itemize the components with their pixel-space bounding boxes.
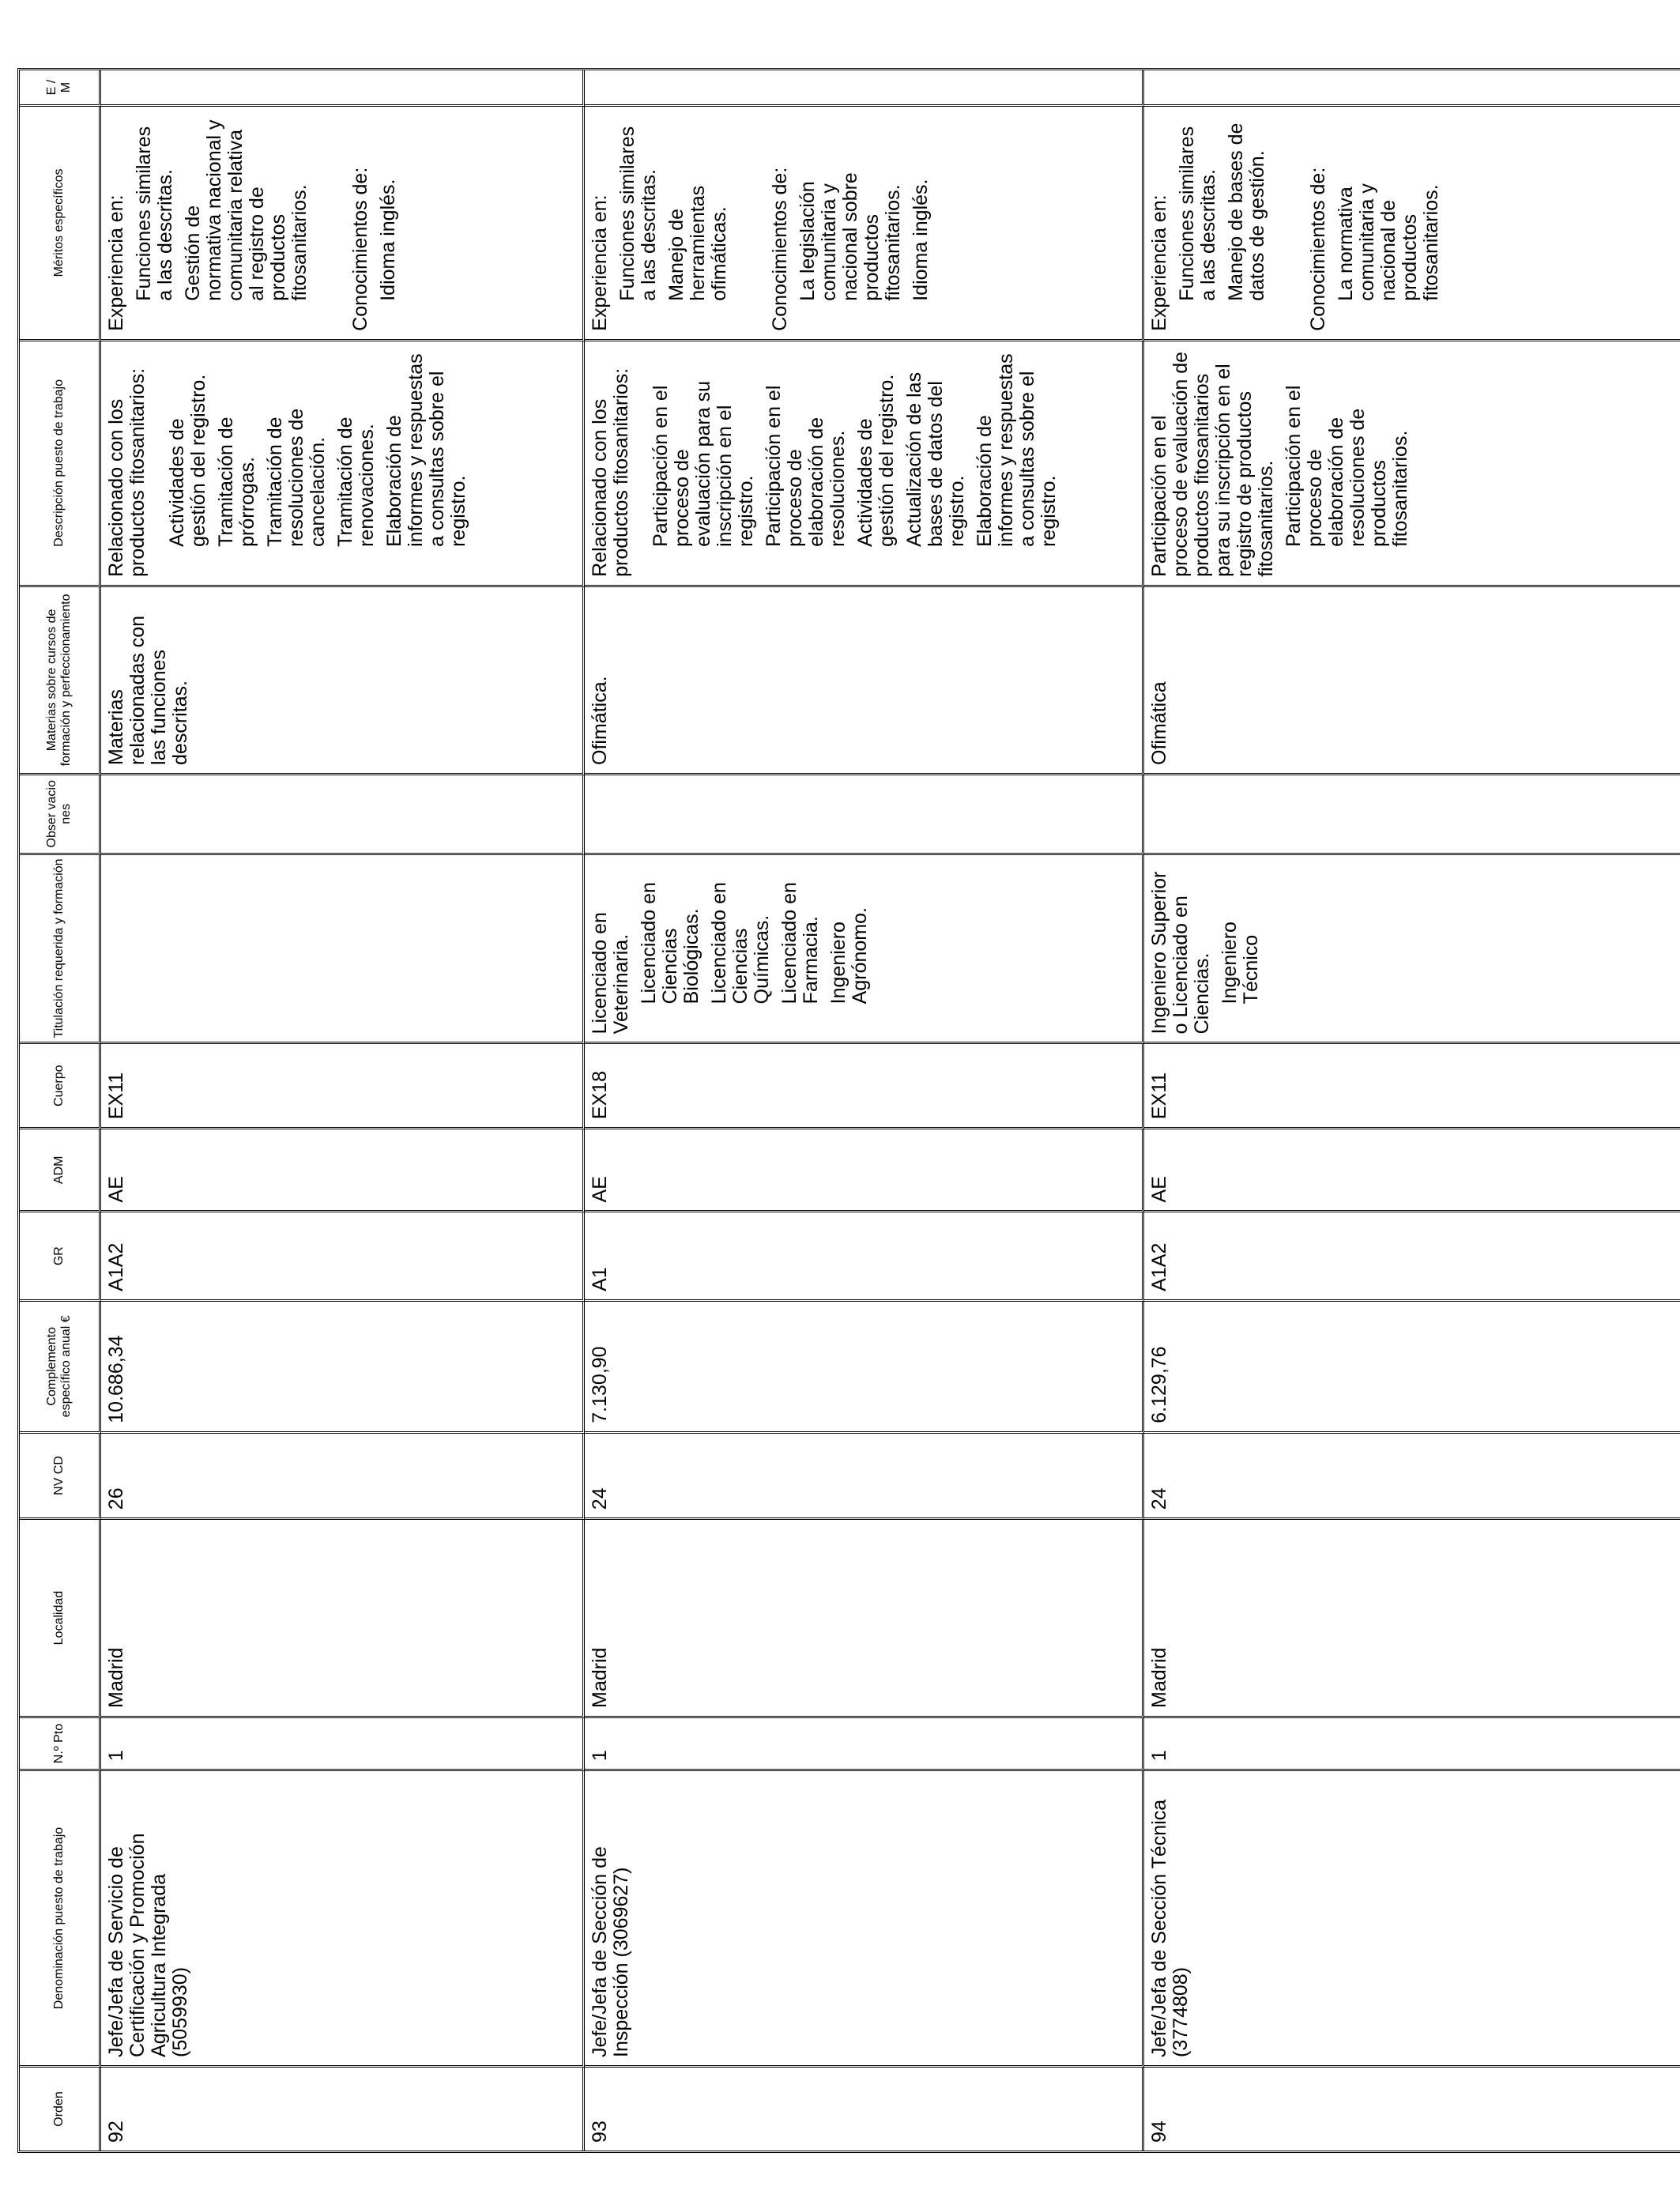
titulacion-item: Licenciado en Farmacia. xyxy=(778,882,822,1005)
descripcion-item: Actualización de las bases de datos del registro. xyxy=(903,371,968,547)
meritos-conocimientos-item: La normativa comunitaria y nacional de productos fitosanitarios. xyxy=(1335,183,1442,301)
meritos-experiencia-item: Funciones similares a las descritas. xyxy=(133,126,176,301)
cell-complemento: 7.130,90 xyxy=(585,1302,1144,1434)
cell-gr: A1A2 xyxy=(1144,1212,1680,1301)
meritos-experiencia-item: Funciones similares a las descritas. xyxy=(616,126,660,301)
header-orden: Orden xyxy=(20,2068,101,2151)
cell-observaciones xyxy=(1144,775,1680,855)
cell-nv-cd: 26 xyxy=(101,1434,585,1520)
table-row xyxy=(585,70,1144,2151)
cell-materias: Ofimática. xyxy=(585,587,1144,775)
cell-titulacion xyxy=(101,855,585,1045)
header-observaciones: Obser vacio nes xyxy=(20,775,101,855)
descripcion-item: Actividades de gestión del registro. xyxy=(854,374,898,547)
cell-descripcion xyxy=(585,341,1144,587)
cell-materias: Ofimática xyxy=(1144,587,1680,775)
cell-denominacion: Jefe/Jefa de Sección Técnica (3774808) xyxy=(1144,1771,1680,2068)
cell-meritos xyxy=(101,107,585,341)
cell-observaciones xyxy=(101,775,585,855)
cell-cuerpo: EX11 xyxy=(101,1044,585,1129)
header-denominacion: Denominación puesto de trabajo xyxy=(20,1771,101,2068)
cell-n-pto: 1 xyxy=(1144,1718,1680,1771)
header-cuerpo: Cuerpo xyxy=(20,1044,101,1129)
cell-denominacion: Jefe/Jefa de Sección de Inspección (3069627) xyxy=(585,1771,1144,2068)
descripcion-intro: Relacionado con los productos fitosanitarios: xyxy=(589,368,632,577)
cell-titulacion xyxy=(1144,855,1680,1045)
header-localidad: Localidad xyxy=(20,1520,101,1718)
cell-localidad: Madrid xyxy=(101,1520,585,1718)
cell-meritos xyxy=(1144,107,1680,341)
header-gr: GR xyxy=(20,1212,101,1301)
meritos-experiencia-item: Funciones similares a las descritas. xyxy=(1176,126,1219,301)
cell-n-pto: 1 xyxy=(101,1718,585,1771)
meritos-experiencia-heading: Experiencia en: xyxy=(589,194,611,331)
descripcion-item: Participación en el proceso de elaboración de resoluciones. xyxy=(763,385,849,547)
descripcion-item: Tramitación de renovaciones. xyxy=(334,417,378,547)
cell-materias: Materias relacionadas con las funciones descritas. xyxy=(101,587,585,775)
cell-em xyxy=(101,70,585,107)
cell-em xyxy=(1144,70,1680,107)
cell-cuerpo: EX11 xyxy=(1144,1044,1680,1129)
cell-titulacion xyxy=(585,855,1144,1045)
job-positions-table xyxy=(17,68,1680,2153)
cell-orden: 93 xyxy=(585,2068,1144,2151)
header-materias: Materias sobre cursos de formación y perfeccionamiento xyxy=(20,587,101,775)
cell-localidad: Madrid xyxy=(585,1520,1144,1718)
cell-orden: 94 xyxy=(1148,2120,1170,2143)
titulacion-item: Ingeniero Agrónomo. xyxy=(827,907,871,1005)
cell-adm: AE xyxy=(585,1129,1144,1212)
table-row xyxy=(101,70,585,2151)
meritos-conocimientos-heading: Conocimientos de: xyxy=(769,167,791,331)
header-nv-cd: NV CD xyxy=(20,1434,101,1520)
cell-n-pto: 1 xyxy=(585,1718,1144,1771)
cell-gr: A1A2 xyxy=(101,1212,585,1301)
header-n-pto: N.º Pto xyxy=(20,1718,101,1771)
descripcion-item: Tramitación de prórrogas. xyxy=(215,417,258,547)
header-adm: ADM xyxy=(20,1129,101,1212)
cell-meritos xyxy=(585,107,1144,341)
cell-descripcion xyxy=(101,341,585,587)
meritos-experiencia-item: Manejo de bases de datos de gestión. xyxy=(1225,123,1268,301)
header-meritos: Méritos específicos xyxy=(20,107,101,341)
cell-nv-cd: 24 xyxy=(1144,1434,1680,1520)
meritos-conocimientos-item: Idioma inglés. xyxy=(910,179,932,301)
cell-adm: AE xyxy=(101,1129,585,1212)
descripcion-item: Elaboración de informes y respuestas a consultas sobre el registro. xyxy=(974,353,1060,547)
header-row xyxy=(20,70,101,2151)
table-row xyxy=(1144,70,1680,2151)
meritos-experiencia-item: Manejo de herramientas ofimáticas. xyxy=(665,185,730,301)
header-complemento: Complemento específico anual € xyxy=(20,1302,101,1434)
cell-complemento: 6.129,76 xyxy=(1144,1302,1680,1434)
cell-descripcion xyxy=(1144,341,1680,587)
meritos-conocimientos-item: La legislación comunitaria y nacional sobre productos fitosanitarios. xyxy=(797,172,904,301)
descripcion-item: Elaboración de informes y respuestas a consultas sobre el registro. xyxy=(383,353,469,547)
meritos-conocimientos-heading: Conocimientos de: xyxy=(1307,167,1329,331)
meritos-conocimientos-heading: Conocimientos de: xyxy=(349,167,371,331)
titulacion-item: Ingeniero Superior o Licenciado en Ciencias. xyxy=(1148,871,1213,1035)
cell-denominacion: Jefe/Jefa de Servicio de Certificación y Promoción Agricultura Integrada (5059930) xyxy=(101,1771,585,2068)
meritos-conocimientos-item: Idioma inglés. xyxy=(377,179,399,301)
meritos-experiencia-heading: Experiencia en: xyxy=(105,194,127,331)
titulacion-item: Licenciado en Veterinaria. xyxy=(589,912,632,1035)
cell-em xyxy=(585,70,1144,107)
meritos-experiencia-item: Gestión de normativa nacional y comunitaria relativa al registro de productos fitosanitarios. xyxy=(182,119,311,301)
cell-cuerpo: EX18 xyxy=(585,1044,1144,1129)
descripcion-item: Tramitación de resoluciones de cancelación. xyxy=(264,408,329,547)
titulacion-item: Licenciado en Ciencias Biológicas. xyxy=(638,882,703,1005)
cell-gr: A1 xyxy=(585,1212,1144,1301)
cell-nv-cd: 24 xyxy=(585,1434,1144,1520)
cell-adm: AE xyxy=(1144,1129,1680,1212)
cell-localidad: Madrid xyxy=(1144,1520,1680,1718)
header-descripcion: Descripción puesto de trabajo xyxy=(20,341,101,587)
descripcion-intro: Relacionado con los productos fitosanitarios: xyxy=(105,368,149,577)
titulacion-item: Licenciado en Ciencias Químicas. xyxy=(708,882,773,1005)
cell-observaciones xyxy=(585,775,1144,855)
cell-complemento: 10.686,34 xyxy=(101,1302,585,1434)
descripcion-item: Actividades de gestión del registro. xyxy=(166,374,209,547)
header-titulacion: Titulación requerida y formación xyxy=(20,855,101,1045)
header-em: E / M xyxy=(20,70,101,107)
titulacion-item: Ingeniero Técnico xyxy=(1219,922,1262,1005)
meritos-experiencia-heading: Experiencia en: xyxy=(1148,194,1170,331)
descripcion-item: Participación en el proceso de elaboración de resoluciones de productos fitosanitarios. xyxy=(1283,385,1411,547)
descripcion-item: Participación en el proceso de evaluación para su inscripción en el registro. xyxy=(650,381,757,547)
descripcion-item: Participación en el proceso de evaluación de productos fitosanitarios para su inscripción en el registro de productos fitosanitarios. xyxy=(1148,351,1277,577)
cell-orden: 92 xyxy=(101,2068,585,2151)
